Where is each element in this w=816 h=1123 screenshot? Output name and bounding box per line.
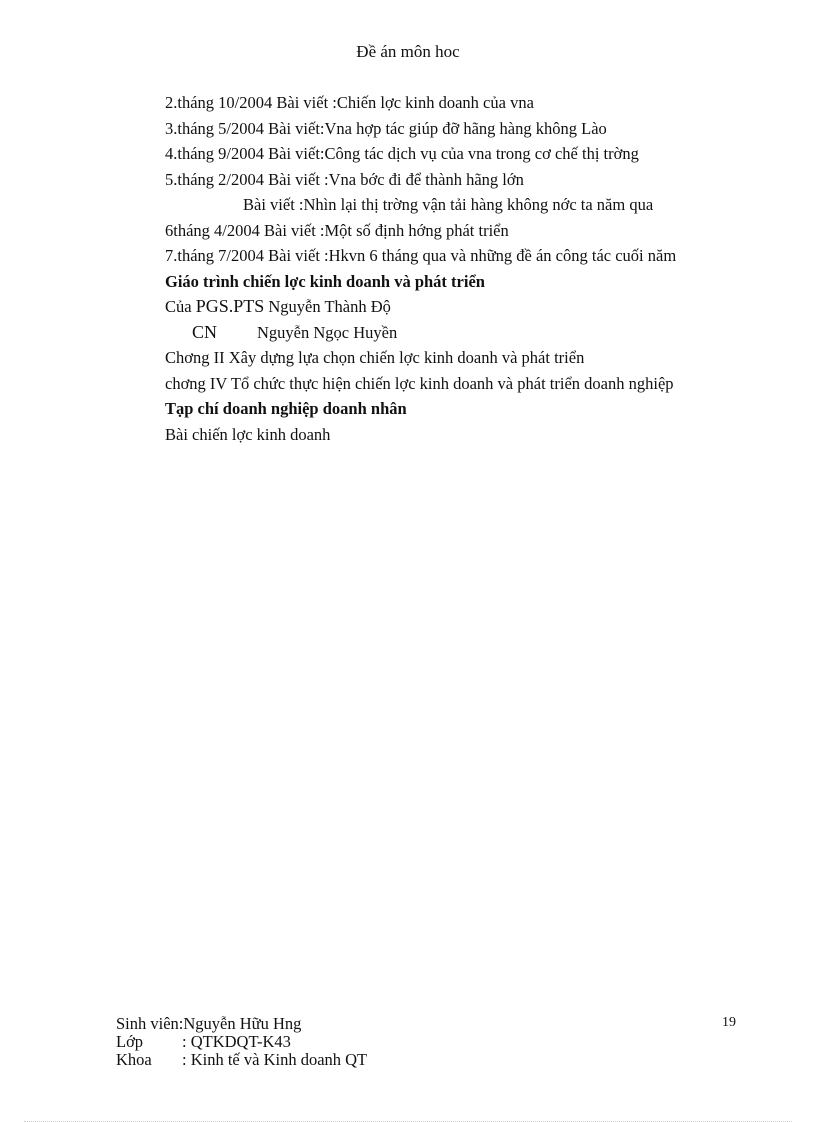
author-line-2 bbox=[165, 320, 745, 346]
footer-faculty-value: : Kinh tế và Kinh doanh QT bbox=[182, 1050, 368, 1069]
section-heading-magazine: Tạp chí doanh nghiệp doanh nhân bbox=[165, 399, 407, 418]
reference-line-6: 6tháng 4/2004 Bài viết :Một số định hớng phát triển bbox=[165, 220, 509, 240]
reference-line-1: 2.tháng 10/2004 Bài viết :Chiến lợc kinh doanh của vna bbox=[165, 93, 534, 112]
footer-student-name: Nguyễn Hữu Hng bbox=[183, 1014, 302, 1033]
article-line: Bài chiến lợc kinh doanh bbox=[165, 424, 331, 444]
author-line-1 bbox=[165, 294, 745, 320]
chapter-4-line: chơng IV Tổ chức thực hiện chiến lợc kinh doanh và phát triển doanh nghiệp bbox=[165, 373, 674, 393]
footer-faculty-line bbox=[116, 1051, 367, 1069]
footer-student-label: Sinh viên: bbox=[116, 1014, 184, 1033]
author-prefix: Của bbox=[165, 297, 192, 316]
reference-line-4: 5.tháng 2/2004 Bài viết :Vna bớc đi để thành hãng lớn bbox=[165, 169, 524, 189]
document-body bbox=[165, 90, 745, 447]
author-2-title: CN bbox=[192, 321, 218, 342]
page-header-title: Đề án môn hoc bbox=[356, 42, 460, 61]
page-number: 19 bbox=[722, 1015, 736, 1030]
page-bottom-divider bbox=[24, 1121, 792, 1122]
author-1-title: PGS.PTS bbox=[195, 296, 265, 316]
footer-student-line bbox=[116, 1015, 367, 1033]
footer-class-label: Lớp bbox=[116, 1032, 144, 1051]
reference-line-2: 3.tháng 5/2004 Bài viết:Vna hợp tác giúp đỡ hãng hàng không Lào bbox=[165, 118, 607, 138]
reference-line-5: Bài viết :Nhìn lại thị trờng vận tải hàng không nớc ta năm qua bbox=[243, 195, 654, 214]
footer-faculty-label: Khoa bbox=[116, 1050, 152, 1069]
reference-line-7: 7.tháng 7/2004 Bài viết :Hkvn 6 tháng qua và những đề án công tác cuối năm bbox=[165, 246, 677, 265]
reference-line-3: 4.tháng 9/2004 Bài viết:Công tác dịch vụ của vna trong cơ chế thị trờng bbox=[165, 144, 639, 163]
footer-class-line bbox=[116, 1033, 367, 1051]
author-2-name: Nguyễn Ngọc Huyền bbox=[257, 322, 398, 342]
section-heading-textbook: Giáo trình chiến lợc kinh doanh và phát triển bbox=[165, 271, 485, 291]
author-1-name: Nguyễn Thành Độ bbox=[268, 297, 391, 316]
chapter-2-line: Chơng II Xây dựng lựa chọn chiến lợc kinh doanh và phát triển bbox=[165, 348, 585, 367]
footer-class-value: : QTKDQT-K43 bbox=[182, 1032, 291, 1051]
page-footer bbox=[116, 1015, 367, 1069]
